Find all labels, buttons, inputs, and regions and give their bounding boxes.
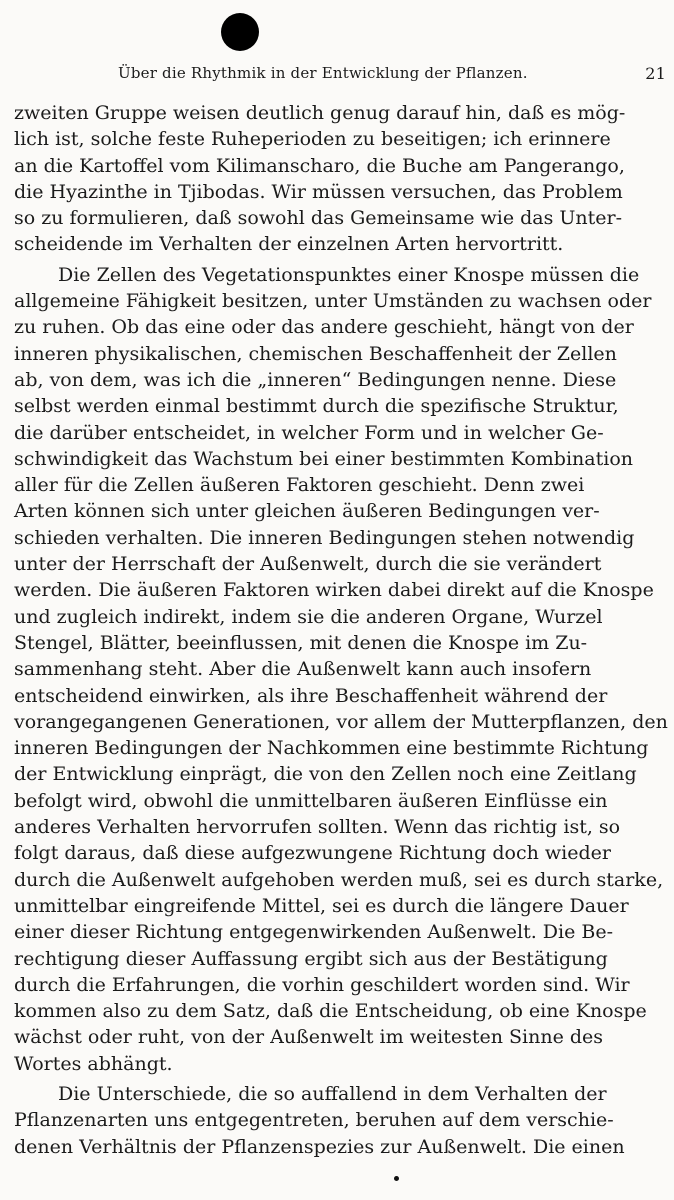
punch-hole-mark (221, 13, 259, 51)
text-line: folgt daraus, daß diese aufgezwungene Richtung doch wieder (14, 842, 611, 865)
text-line: inneren Bedingungen der Nachkommen eine bestimmte Richtung (14, 737, 649, 760)
text-line: lich ist, solche feste Ruheperioden zu beseitigen; ich erinnere (14, 128, 611, 151)
text-line: Pflanzenarten uns entgegentreten, beruhen auf dem verschie- (14, 1109, 614, 1132)
text-line: Arten können sich unter gleichen äußeren Bedingungen ver- (14, 500, 600, 523)
text-line: einer dieser Richtung entgegenwirkenden Außenwelt. Die Be- (14, 921, 614, 944)
text-line: schieden verhalten. Die inneren Bedingungen stehen notwendig (14, 526, 635, 549)
text-line: wächst oder ruht, von der Außenwelt im weitesten Sinne des (14, 1026, 604, 1049)
text-line: rechtigung dieser Auffassung ergibt sich aus der Bestätigung (14, 947, 608, 970)
text-line: der Entwicklung einprägt, die von den Zellen noch eine Zeitlang (14, 763, 637, 786)
text-line: durch die Erfahrungen, die vorhin geschildert worden sind. Wir (14, 973, 630, 996)
text-line: die darüber entscheidet, in welcher Form und in welcher Ge- (14, 421, 604, 444)
text-line: ab, von dem, was ich die „inneren“ Bedingungen nenne. Diese (14, 368, 617, 391)
text-line: sammenhang steht. Aber die Außenwelt kann auch insofern (14, 658, 592, 681)
text-line: scheidende im Verhalten der einzelnen Arten hervortritt. (14, 233, 564, 256)
running-title: Über die Rhythmik in der Entwicklung der Pflanzen. (118, 64, 528, 82)
text-line: werden. Die äußeren Faktoren wirken dabei direkt auf die Knospe (14, 579, 654, 602)
text-line: zweiten Gruppe weisen deutlich genug darauf hin, daß es mög- (14, 102, 626, 124)
text-line: so zu formulieren, daß sowohl das Gemeinsame wie das Unter- (14, 207, 623, 230)
text-line: befolgt wird, obwohl die unmittelbaren äußeren Einflüsse ein (14, 789, 608, 812)
text-line: inneren physikalischen, chemischen Beschaffenheit der Zellen (14, 342, 617, 365)
text-line: Stengel, Blätter, beeinflussen, mit denen die Knospe im Zu- (14, 631, 588, 654)
running-header (118, 64, 666, 84)
body-text (14, 100, 668, 1160)
text-line: anderes Verhalten hervorrufen sollten. Wenn das richtig ist, so (14, 816, 621, 839)
text-line: aller für die Zellen äußeren Faktoren geschieht. Denn zwei (14, 474, 585, 497)
text-line: denen Verhältnis der Pflanzenspezies zur Außenwelt. Die einen (14, 1135, 625, 1158)
text-line: unter der Herrschaft der Außenwelt, durch die sie verändert (14, 553, 602, 576)
text-line: selbst werden einmal bestimmt durch die spezifische Struktur, (14, 395, 619, 418)
text-line: kommen also zu dem Satz, daß die Entscheidung, ob eine Knospe (14, 1000, 647, 1023)
page-number: 21 (645, 64, 666, 83)
text-line: entscheidend einwirken, als ihre Beschaffenheit während der (14, 684, 608, 707)
text-line: unmittelbar eingreifende Mittel, sei es durch die längere Dauer (14, 894, 629, 917)
text-line: durch die Außenwelt aufgehoben werden muß, sei es durch starke, (14, 868, 664, 891)
text-line: zu ruhen. Ob das eine oder das andere geschieht, hängt von der (14, 316, 634, 339)
text-line: schwindigkeit das Wachstum bei einer bestimmten Kombination (14, 447, 633, 470)
text-line: vorangegangenen Generationen, vor allem der Mutterpflanzen, den (14, 710, 668, 733)
text-line: an die Kartoffel vom Kilimanscharo, die Buche am Pangerango, (14, 154, 625, 177)
text-line: Wortes abhängt. (14, 1052, 173, 1075)
text-line: und zugleich indirekt, indem sie die anderen Organe, Wurzel (14, 605, 603, 628)
text-line: die Hyazinthe in Tjibodas. Wir müssen versuchen, das Problem (14, 180, 623, 203)
text-line: allgemeine Fähigkeit besitzen, unter Umständen zu wachsen oder (14, 290, 652, 313)
text-line: Die Zellen des Vegetationspunktes einer Knospe müssen die (58, 263, 640, 286)
ink-speck (394, 1176, 399, 1181)
text-line: Die Unterschiede, die so auffallend in dem Verhalten der (58, 1082, 607, 1105)
